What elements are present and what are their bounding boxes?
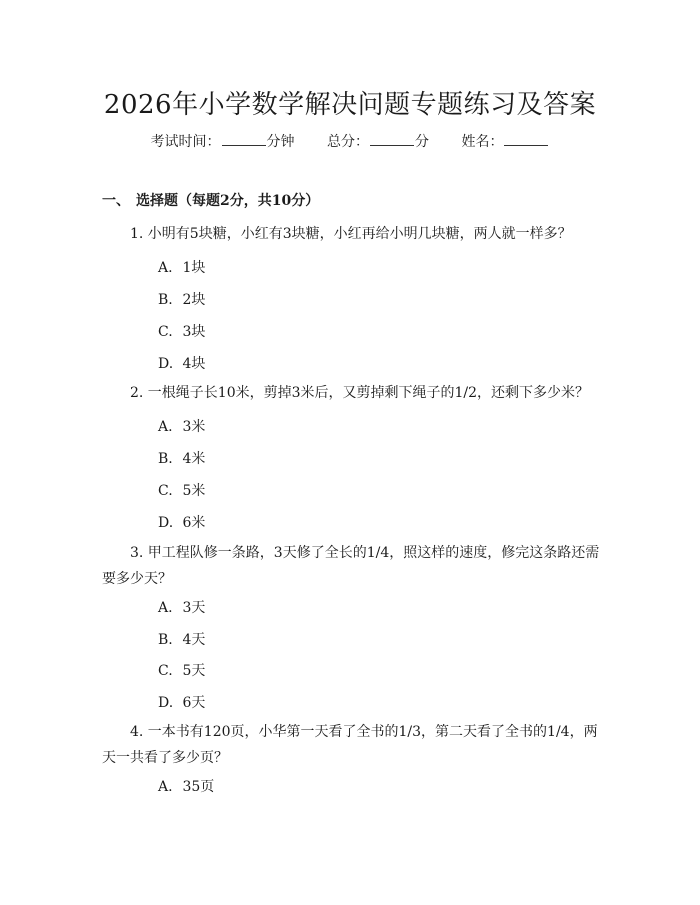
- option-letter: A.: [158, 419, 173, 435]
- question-3: 3. 甲工程队修一条路，3天修了全长的1/4，照这样的速度，修完这条路还需要多少天？: [102, 545, 600, 587]
- option: [158, 257, 205, 277]
- option-letter: D.: [158, 356, 174, 372]
- option: [158, 692, 205, 712]
- total-score-label: 总分：: [327, 134, 369, 150]
- exam-time: [151, 131, 295, 151]
- option-letter: A.: [158, 779, 173, 795]
- exam-meta: [0, 131, 700, 151]
- student-name-label: 姓名：: [461, 134, 504, 150]
- total-score-unit: 分: [415, 134, 429, 150]
- option-text: 2块: [182, 292, 206, 308]
- option: [158, 660, 205, 680]
- total-score: [327, 131, 429, 151]
- option-text: 5天: [182, 663, 206, 679]
- option-text: 6天: [182, 695, 206, 711]
- option-letter: C.: [158, 324, 173, 340]
- student-name-blank: [504, 131, 548, 146]
- option-letter: A.: [158, 260, 173, 276]
- option-text: 6米: [182, 515, 206, 531]
- option-text: 3天: [182, 600, 206, 616]
- exam-time-label: 考试时间：: [150, 134, 221, 150]
- option-letter: C.: [158, 663, 173, 679]
- option: [158, 512, 205, 532]
- option: [158, 448, 205, 468]
- option-text: 35页: [182, 779, 215, 795]
- exam-time-unit: 分钟: [266, 134, 295, 150]
- option-text: 3块: [182, 324, 206, 340]
- option-text: 4块: [182, 356, 206, 372]
- option-text: 4米: [182, 451, 206, 467]
- option-letter: D.: [158, 515, 174, 531]
- section-title: 选择题（每题2分，共10分）: [136, 193, 320, 209]
- option-letter: A.: [158, 600, 173, 616]
- total-score-blank: [370, 131, 414, 146]
- question-2: 2. 一根绳子长10米，剪掉3米后，又剪掉剩下绳子的1/2，还剩下多少米？: [130, 385, 590, 401]
- option: [158, 480, 205, 500]
- question-1: 1. 小明有5块糖，小红有3块糖，小红再给小明几块糖，两人就一样多？: [130, 226, 572, 242]
- option-text: 1块: [182, 260, 206, 276]
- option: [158, 597, 205, 617]
- section-number: 一、: [102, 193, 130, 209]
- option: [158, 629, 205, 649]
- option-letter: C.: [158, 483, 173, 499]
- document-title: 2026年小学数学解决问题专题练习及答案: [103, 90, 597, 120]
- option-letter: B.: [158, 292, 173, 308]
- option-text: 3米: [182, 419, 206, 435]
- section-heading: [102, 190, 319, 210]
- option: [158, 353, 205, 373]
- option-letter: B.: [158, 632, 173, 648]
- option: [158, 416, 205, 436]
- exam-time-blank: [222, 131, 266, 146]
- option: [158, 776, 214, 796]
- option: [158, 289, 205, 309]
- option-text: 4天: [182, 632, 206, 648]
- question-4: 4. 一本书有120页，小华第一天看了全书的1/3，第二天看了全书的1/4，两天一共看了多少页？: [102, 724, 598, 766]
- option-letter: B.: [158, 451, 173, 467]
- option-text: 5米: [182, 483, 206, 499]
- option: [158, 321, 205, 341]
- option-letter: D.: [158, 695, 174, 711]
- student-name: [461, 131, 549, 151]
